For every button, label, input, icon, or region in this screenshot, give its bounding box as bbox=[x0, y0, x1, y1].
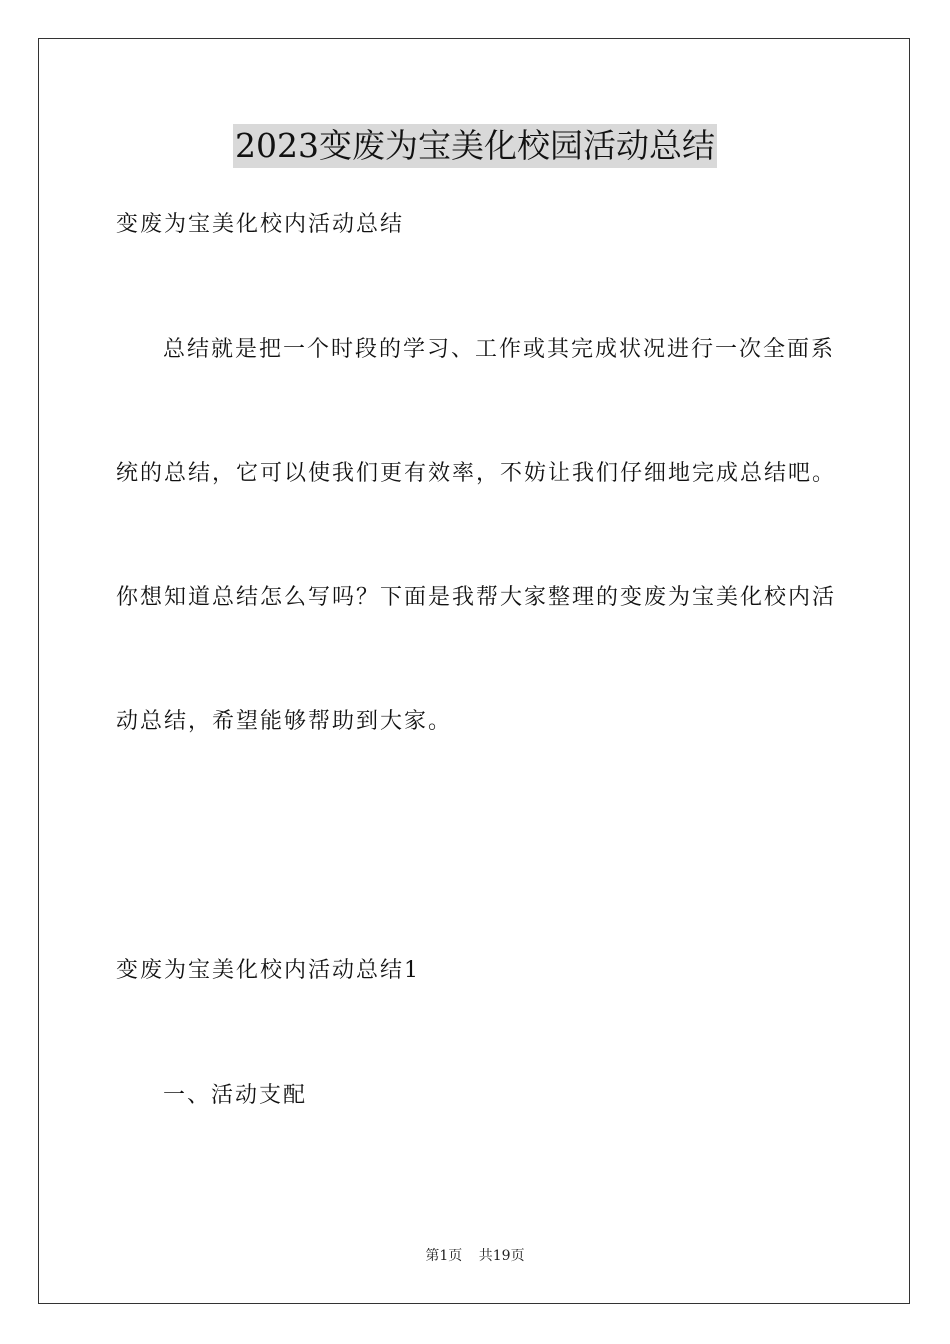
paragraph-line: 统的总结，它可以使我们更有效率，不妨让我们仔细地完成总结吧。 bbox=[116, 461, 837, 486]
page-current: 第1页 bbox=[425, 1248, 463, 1264]
page-total: 共19页 bbox=[478, 1248, 525, 1264]
section-heading: 变废为宝美化校内活动总结1 bbox=[116, 958, 420, 983]
document-subtitle: 变废为宝美化校内活动总结 bbox=[116, 212, 405, 237]
paragraph-line: 总结就是把一个时段的学习、工作或其完成状况进行一次全面系 bbox=[163, 337, 836, 362]
page-footer bbox=[0, 1246, 950, 1266]
paragraph-line: 动总结，希望能够帮助到大家。 bbox=[116, 709, 453, 734]
document-title: 2023变废为宝美化校园活动总结 bbox=[233, 124, 717, 168]
subsection-heading: 一、活动支配 bbox=[163, 1083, 308, 1108]
paragraph-line: 你想知道总结怎么写吗？下面是我帮大家整理的变废为宝美化校内活 bbox=[116, 585, 837, 610]
title-container bbox=[0, 124, 950, 168]
